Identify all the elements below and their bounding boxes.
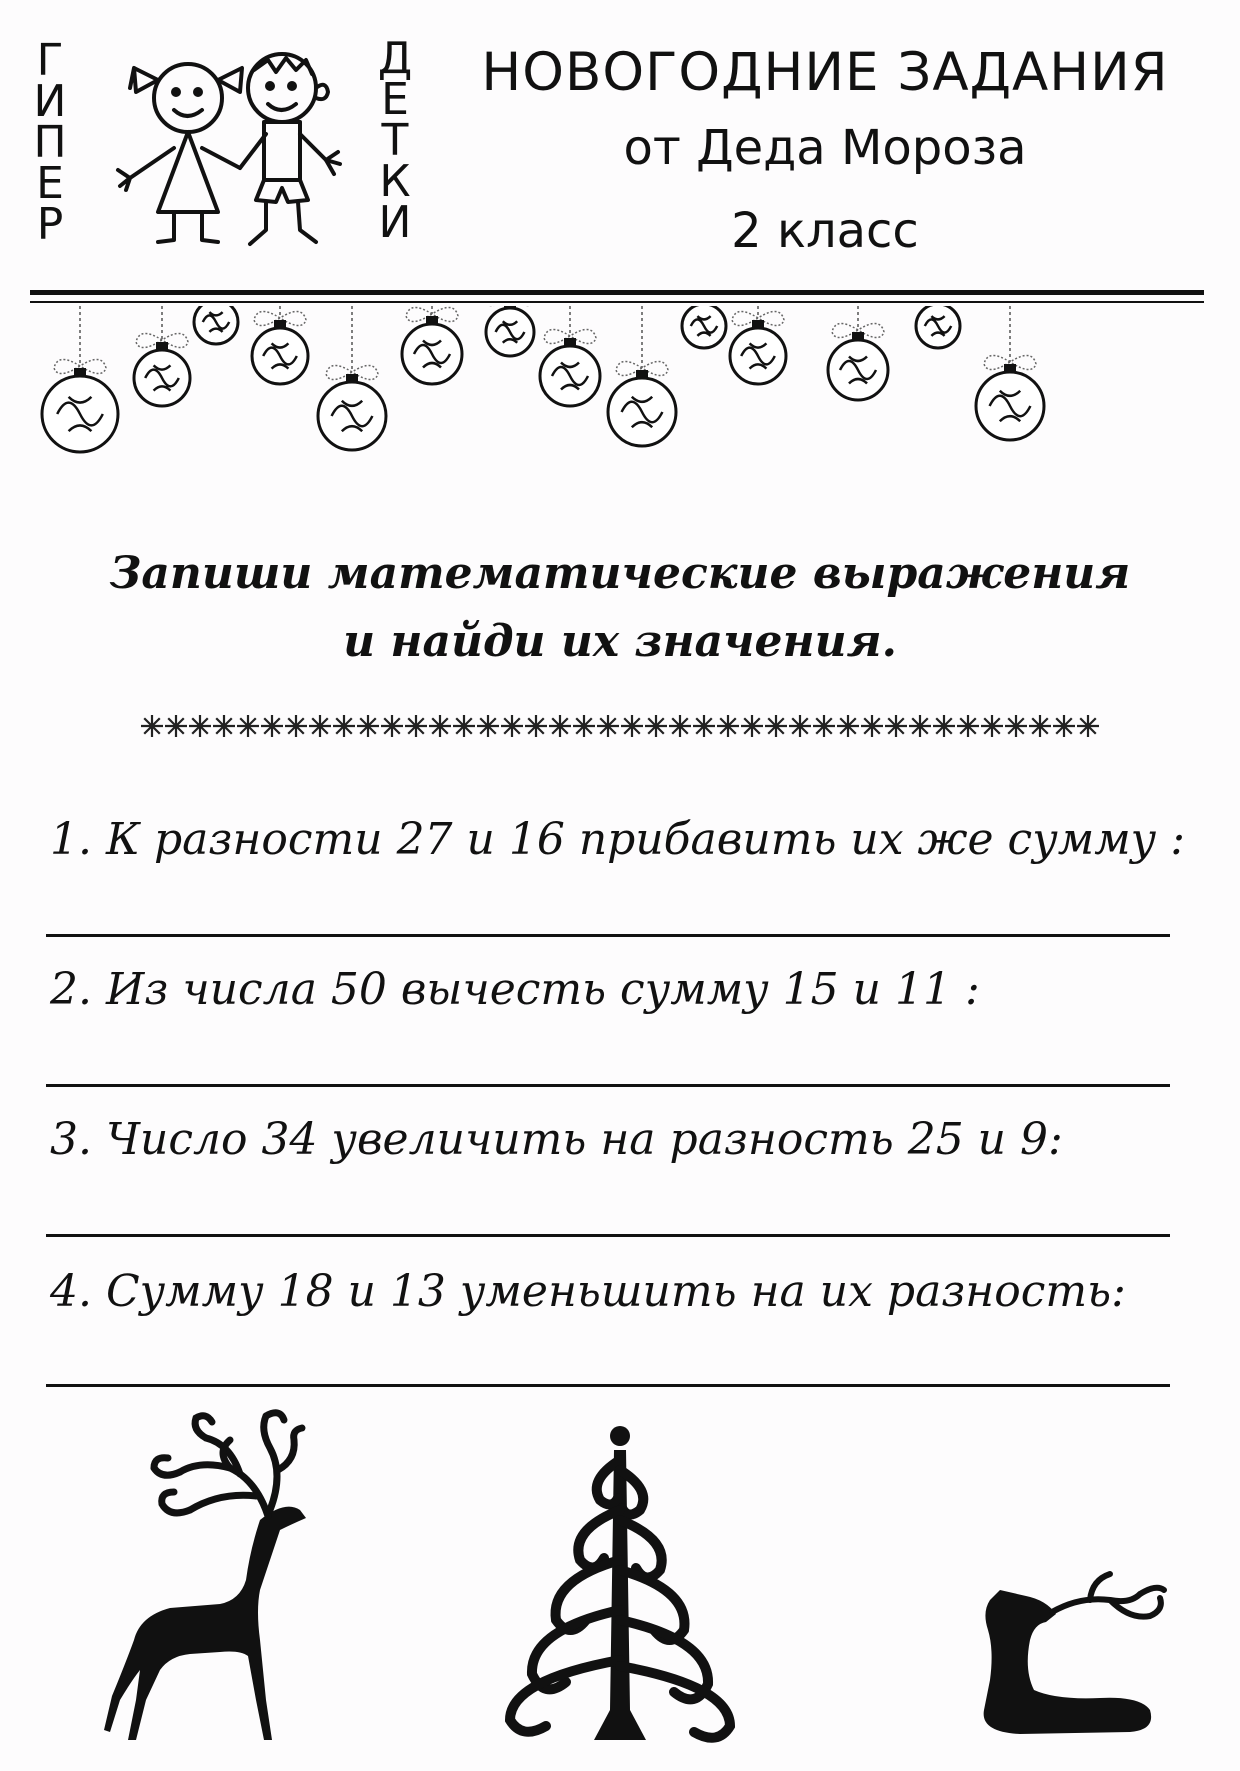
task-3: 3. Число 34 увеличить на разность 25 и 9: [50,1114,1063,1165]
divider-star [477,715,499,737]
ornament-ball [190,306,242,344]
divider-star [597,715,619,737]
instruction-line-2: и найди их значения. [343,616,897,667]
answer-line-1[interactable] [46,934,1170,937]
logo [30,30,430,270]
ornament-ball [678,306,730,348]
divider-star [501,715,523,737]
snowflake-star-icon [140,708,1100,744]
logo-letter: Г [36,35,64,86]
christmas-tree-icon [470,1410,770,1760]
logo-letter: Е [36,158,64,209]
divider-star [693,715,715,737]
task-2: 2. Из числа 50 вычесть сумму 15 и 11 : [50,964,980,1015]
header-divider-thin [30,301,1204,303]
divider-star [381,715,403,737]
divider-star [285,715,307,737]
logo-letter: Д [377,33,413,84]
ornament-ball [42,306,118,452]
logo-letter: Е [381,74,409,125]
task-1: 1. К разности 27 и 16 прибавить их же сумму : [50,814,1186,865]
divider-star [1005,715,1027,737]
task-4: 4. Сумму 18 и 13 уменьшить на их разность: [50,1266,1126,1317]
divider-star [933,715,955,737]
divider-star [1077,715,1099,737]
divider-star [909,715,931,737]
divider-star [549,715,571,737]
logo-letter: Р [36,199,64,250]
divider-star [333,715,355,737]
divider-star [453,715,475,737]
divider-star [141,715,163,737]
divider-star [429,715,451,737]
divider-star [645,715,667,737]
logo-letter: И [378,197,412,248]
divider-star [981,715,1003,737]
ornament-ball [318,306,386,450]
divider-star [957,715,979,737]
divider-star [621,715,643,737]
divider-star [837,715,859,737]
divider-star [861,715,883,737]
divider-star [741,715,763,737]
instruction [60,540,1180,676]
instruction-line-1: Запиши математические выражения [109,548,1131,599]
title-block [440,38,1210,266]
divider-star [765,715,787,737]
logo-letter: П [33,117,67,168]
page-title: НОВОГОДНИЕ ЗАДАНИЯ [481,42,1169,103]
christmas-ball-ornament-icon [40,306,1190,536]
ornament-ball [976,306,1044,440]
divider-star [789,715,811,737]
reindeer-lying-icon [960,1560,1180,1750]
logo-word-left [30,35,70,250]
divider-star [669,715,691,737]
answer-line-4[interactable] [46,1384,1170,1387]
divider-star [525,715,547,737]
ornament-ball [484,306,536,356]
divider-star [813,715,835,737]
ornament-ball [402,306,462,384]
logo-letter: И [33,76,67,127]
divider-star [405,715,427,737]
answer-line-2[interactable] [46,1084,1170,1087]
logo-letter: Т [381,115,409,166]
grade-label: 2 класс [731,203,919,259]
divider-star [213,715,235,737]
divider-star [1029,715,1051,737]
divider-star [309,715,331,737]
logo-letter: К [379,156,411,207]
ornament-ball [134,306,190,406]
divider-star [573,715,595,737]
answer-line-3[interactable] [46,1234,1170,1237]
logo-word-right [375,33,415,248]
reindeer-standing-icon [70,1400,310,1750]
ornament-ball [828,306,888,400]
divider-star [717,715,739,737]
ornament-ball [912,306,964,348]
children-holding-hands-icon [90,30,370,260]
ornament-ball [608,306,676,446]
divider-star [885,715,907,737]
divider-star [261,715,283,737]
ornament-ball [252,306,308,384]
divider-star [165,715,187,737]
page-subtitle: от Деда Мороза [623,120,1027,176]
divider-star [1053,715,1075,737]
divider-star [357,715,379,737]
header-divider-thick [30,290,1204,295]
divider-star [189,715,211,737]
divider-star [237,715,259,737]
ornament-ball [730,306,786,384]
ornament-ball [540,306,600,406]
